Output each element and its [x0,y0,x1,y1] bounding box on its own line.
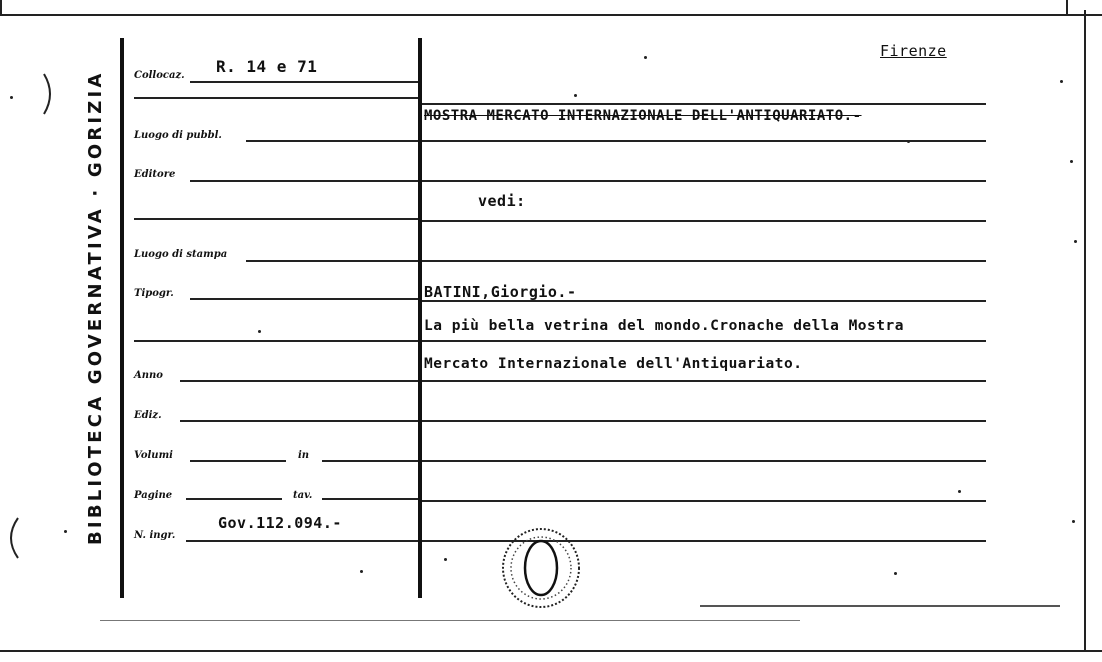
speck [894,572,897,575]
rule-anno [180,380,418,382]
rule-volumi [190,460,286,462]
rule-volumi-in [322,460,418,462]
label-editore: Editore [134,169,176,180]
card-top-edge [0,14,1102,16]
label-n-ingresso: N. ingr. [134,530,176,541]
speck [258,330,261,333]
rule-tipografia [190,298,418,300]
work-line-1: La più bella vetrina del mondo.Cronache della Mostra [424,318,904,334]
see-label: vedi: [478,192,526,210]
label-luogo-pubbl: Luogo di pubbl. [134,130,222,141]
card-bottom-edge [0,650,1102,652]
rule-right-3 [422,180,986,182]
rule-right-8 [422,380,986,382]
speck [1060,80,1063,83]
speck [10,96,13,99]
label-in: in [298,450,310,461]
rule-edizione [180,420,418,422]
rule-pagine [186,498,282,500]
label-edizione: Ediz. [134,410,162,421]
rule-right-4 [422,220,986,222]
label-pagine: Pagine [134,490,173,501]
card-left-edge [0,0,2,16]
library-stamp-icon [500,527,582,609]
speck [360,570,363,573]
speck [574,94,577,97]
rule-editore [190,180,418,182]
speck [1070,160,1073,163]
label-anno: Anno [134,370,163,381]
rule-right-1 [422,103,986,105]
label-tavole: tav. [293,490,313,501]
rule-luogo-pubbl [246,140,418,142]
speck [1074,240,1077,243]
speck [1072,520,1075,523]
card-bottom-shadow [700,605,1060,607]
label-collocazione: Collocaz. [134,70,185,81]
rule-right-11 [422,500,986,502]
library-name: BIBLIOTECA GOVERNATIVA · GORIZIA [85,70,106,545]
center-column-rule [418,38,422,598]
rule-right-5 [422,260,986,262]
value-collocazione: R. 14 e 71 [216,57,318,76]
rule-blank-2 [134,340,418,342]
location-heading: Firenze [880,42,947,60]
speck [907,140,910,143]
card-right-edge [1084,10,1086,650]
rule-right-10 [422,460,986,462]
rule-collocazione [190,81,418,83]
label-luogo-stampa: Luogo di stampa [134,249,228,260]
speck [644,56,647,59]
rule-tavole [322,498,418,500]
left-bracket-mark [40,72,60,116]
rule-luogo-stampa [246,260,418,262]
speck [958,490,961,493]
speck [64,530,67,533]
value-n-ingresso: Gov.112.094.- [218,514,342,532]
rule-blank-1 [134,218,418,220]
work-line-2: Mercato Internazionale dell'Antiquariato. [424,356,803,372]
left-paren-mark [2,516,22,560]
rule-n-ingresso [186,540,418,542]
card-bottom-inner [100,620,800,621]
label-tipografia: Tipogr. [134,288,174,299]
card-right-edge-outer [1066,0,1068,14]
rule-right-2 [422,140,986,142]
title-line: MOSTRA MERCATO INTERNAZIONALE DELL'ANTIQUARIATO.- [424,108,862,124]
speck [444,558,447,561]
rule-right-9 [422,420,986,422]
author-line: BATINI,Giorgio.- [424,283,577,301]
left-column-rule [120,38,124,598]
rule-header-left [134,97,418,99]
rule-right-7 [422,340,986,342]
label-volumi: Volumi [134,450,173,461]
